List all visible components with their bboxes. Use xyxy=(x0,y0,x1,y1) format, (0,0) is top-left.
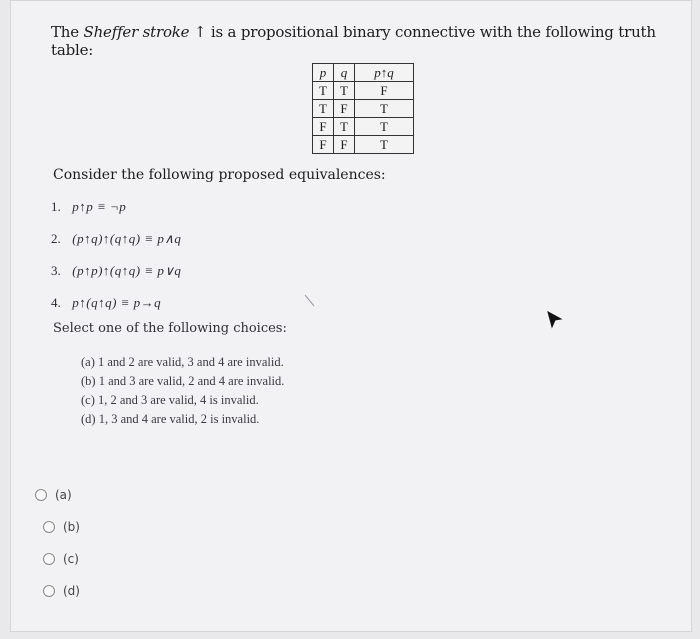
equivalence-number: 1. xyxy=(51,199,61,214)
consider-text: Consider the following proposed equivalences: xyxy=(53,167,386,183)
equivalence-item xyxy=(51,229,181,261)
header-p-nand-q: p↑q xyxy=(355,64,414,82)
truth-table xyxy=(312,63,414,154)
cell: F xyxy=(334,136,355,154)
question-suffix: ↑ is a propositional binary connective with the following truth table: xyxy=(51,23,656,59)
equivalence-number: 3. xyxy=(51,263,61,278)
choice-text-d: (d) 1, 3 and 4 are valid, 2 is invalid. xyxy=(81,412,260,426)
truth-table-row xyxy=(313,82,414,100)
pen-mark-icon xyxy=(304,294,316,308)
cell: F xyxy=(313,136,334,154)
option-label[interactable]: (b) xyxy=(63,520,80,534)
option-label[interactable]: (a) xyxy=(55,488,72,502)
choice-text-c: (c) 1, 2 and 3 are valid, 4 is invalid. xyxy=(81,393,259,407)
option-label[interactable]: (c) xyxy=(63,552,79,566)
question-term: Sheffer stroke xyxy=(83,23,190,41)
select-label: Select one of the following choices: xyxy=(53,321,287,336)
mouse-cursor-icon xyxy=(547,311,563,329)
cell: T xyxy=(313,100,334,118)
truth-table-row xyxy=(313,100,414,118)
option-label[interactable]: (d) xyxy=(63,584,80,598)
cell: T xyxy=(355,118,414,136)
cell: T xyxy=(313,82,334,100)
header-q: q xyxy=(334,64,355,82)
option-d[interactable] xyxy=(35,575,80,607)
choice-list xyxy=(81,353,284,429)
radio-d[interactable] xyxy=(43,585,55,597)
choice-text-a: (a) 1 and 2 are valid, 3 and 4 are invalid. xyxy=(81,355,284,369)
equivalence-expression: (p↑p)↑(q↑q) ≡ p∨q xyxy=(72,263,182,278)
cell: F xyxy=(355,82,414,100)
choice-text-b: (b) 1 and 3 are valid, 2 and 4 are invalid. xyxy=(81,374,285,388)
radio-b[interactable] xyxy=(43,521,55,533)
answer-options xyxy=(35,479,80,607)
equivalence-number: 4. xyxy=(51,295,61,310)
equivalence-item xyxy=(51,197,181,229)
option-c[interactable] xyxy=(35,543,80,575)
cell: T xyxy=(334,118,355,136)
equivalence-number: 2. xyxy=(51,231,61,246)
equivalence-item xyxy=(51,261,181,293)
question-prefix: The xyxy=(51,23,84,41)
header-p: p xyxy=(313,64,334,82)
option-b[interactable] xyxy=(35,511,80,543)
cell: T xyxy=(334,82,355,100)
truth-table-row xyxy=(313,118,414,136)
equivalence-expression: (p↑q)↑(q↑q) ≡ p∧q xyxy=(72,231,182,246)
equivalence-expression: p↑(q↑q) ≡ p→q xyxy=(72,295,162,310)
truth-table-row xyxy=(313,136,414,154)
equivalence-expression: p↑p ≡ ¬p xyxy=(72,199,127,214)
cell: F xyxy=(334,100,355,118)
radio-a[interactable] xyxy=(35,489,47,501)
truth-table-header-row xyxy=(313,64,414,82)
question-card xyxy=(10,0,692,632)
cell: T xyxy=(355,136,414,154)
radio-c[interactable] xyxy=(43,553,55,565)
option-a[interactable] xyxy=(35,479,80,511)
equivalence-list xyxy=(51,197,181,325)
cell: T xyxy=(355,100,414,118)
question-text xyxy=(51,23,671,59)
cell: F xyxy=(313,118,334,136)
